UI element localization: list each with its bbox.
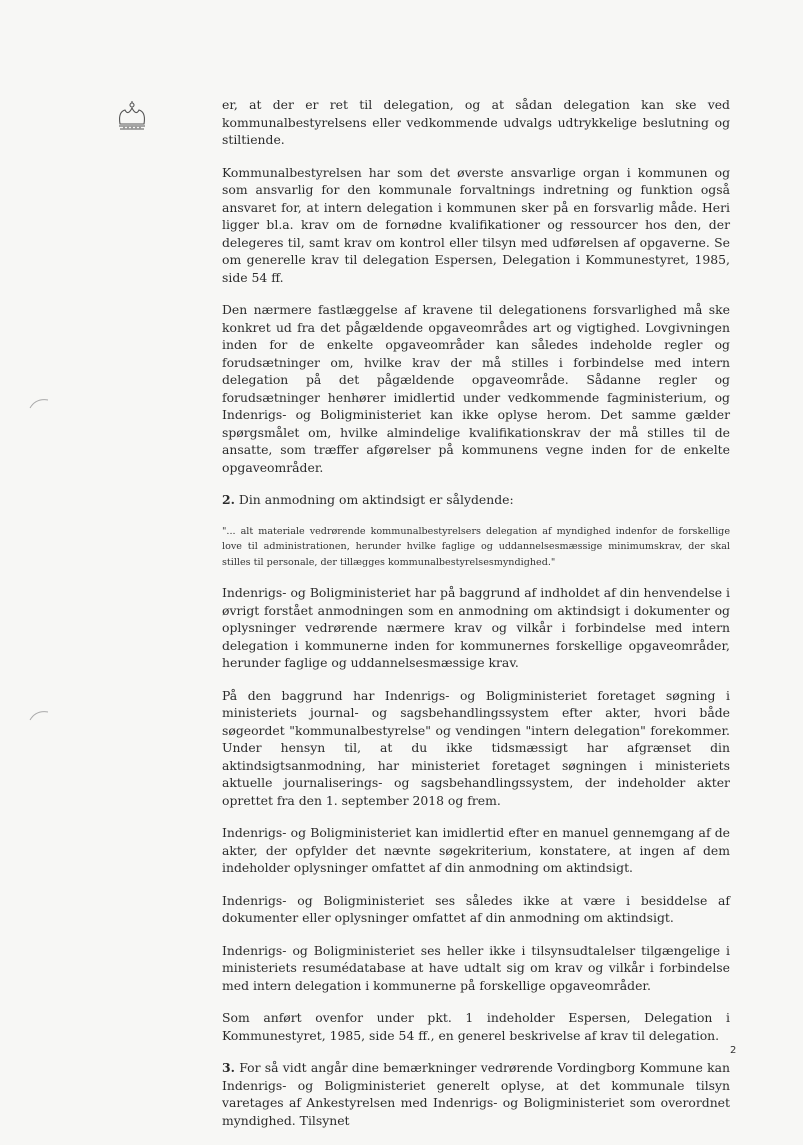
section-number: 2. — [222, 492, 235, 507]
paragraph: Indenrigs- og Boligministeriet ses heller ikke i tilsynsudtalelser tilgængelige i ministeriets resumédatabase at have udtalt sig om krav og vilkår i forbindelse med intern delegation i kommunerne på forskellige opgaveområder. — [222, 942, 730, 993]
paragraph: Som anført ovenfor under pkt. 1 indeholder Espersen, Delegation i Kommunestyret, 1985, side 54 ff., en generel beskrivelse af krav til delegation. — [222, 1010, 730, 1043]
punch-hole-mark — [28, 708, 50, 722]
punch-hole-mark — [28, 396, 50, 410]
page-number: 2 — [730, 1045, 737, 1056]
section-3-paragraph — [222, 1059, 730, 1129]
paragraph: Indenrigs- og Boligministeriet har på baggrund af indholdet af din henvendelse i øvrigt forstået anmodningen som en anmodning om aktindsigt i dokumenter og oplysninger vedrørende nærmere krav og vilkår i forbindelse med intern delegation i kommunerne inden for kommunernes forskellige opgaveområder, herunder faglige og uddannelsesmæssige krav. — [222, 585, 730, 670]
paragraph: På den baggrund har Indenrigs- og Boligministeriet foretaget søgning i ministeriets journal- og sagsbehandlingssystem efter akter, hvori både søgeordet "kommunalbestyrelse" og vendingen "intern delegation" forekommer. Under hensyn til, at du ikke tidsmæssigt har afgrænset din aktindsigtsanmodning, har ministeriet foretaget søgningen i ministeriets aktuelle journaliserings- og sagsbehandlingssystem, der indeholder akter oprettet fra den 1. september 2018 og frem. — [222, 687, 730, 808]
paragraph-text: Din anmodning om aktindsigt er sålydende: — [238, 492, 514, 507]
quoted-request: "... alt materiale vedrørende kommunalbestyrelsers delegation af myndighed indenfor de forskellige love til administrationen, herunder hvilke faglige og uddannelsesmæssige minimumskrav, der skal stilles til personale, der tillægges kommunalbestyrelsesmyndighed." — [222, 525, 730, 568]
letter-body — [222, 96, 730, 1144]
paragraph: Indenrigs- og Boligministeriet ses således ikke at være i besiddelse af dokumenter eller oplysninger omfattet af din anmodning om aktindsigt. — [222, 892, 730, 925]
paragraph: Kommunalbestyrelsen har som det øverste ansvarlige organ i kommunen og som ansvarlig for den kommunale forvaltnings indretning og funktion også ansvaret for, at intern delegation i kommunen sker på en forsvarlig måde. Heri ligger bl.a. krav om de fornødne kvalifikationer og ressourcer hos den, der delegeres til, samt krav om kontrol eller tilsyn med udførelsen af opgaverne. Se om generelle krav til delegation Espersen, Delegation i Kommunestyret, 1985, side 54 ff. — [222, 164, 730, 285]
paragraph-text: For så vidt angår dine bemærkninger vedrørende Vordingborg Kommune kan Indenrigs- og Boligministeriet generelt oplyse, at det kommunale tilsyn varetages af Ankestyrelsen med Indenrigs- og Boligministeriet som overordnet myndighed. Tilsynet — [222, 1060, 730, 1128]
royal-crown-icon — [112, 100, 152, 136]
paragraph: Den nærmere fastlæggelse af kravene til delegationens forsvarlighed må ske konkret ud fra det pågældende opgaveområdes art og vigtighed. Lovgivningen inden for de enkelte opgaveområder kan således indeholde regler og forudsætninger om, hvilke krav der må stilles i forbindelse med intern delegation på det pågældende opgaveområde. Sådanne regler og forudsætninger henhører imidlertid under vedkommende fagministerium, og Indenrigs- og Boligministeriet kan ikke oplyse herom. Det samme gælder spørgsmålet om, hvilke almindelige kvalifikationskrav der må stilles til de ansatte, som træffer afgørelser på kommunens vegne inden for de enkelte opgaveområder. — [222, 302, 730, 475]
paragraph: er, at der er ret til delegation, og at sådan delegation kan ske ved kommunalbestyrelsens eller vedkommende udvalgs udtrykkelige beslutning og stiltiende. — [222, 97, 730, 147]
paragraph: Indenrigs- og Boligministeriet kan imidlertid efter en manuel gennemgang af de akter, der opfylder det nævnte søgekriterium, konstatere, at ingen af dem indeholder oplysninger omfattet af din anmodning om aktindsigt. — [222, 825, 730, 875]
section-2-paragraph — [222, 491, 730, 509]
section-number: 3. — [222, 1060, 235, 1075]
